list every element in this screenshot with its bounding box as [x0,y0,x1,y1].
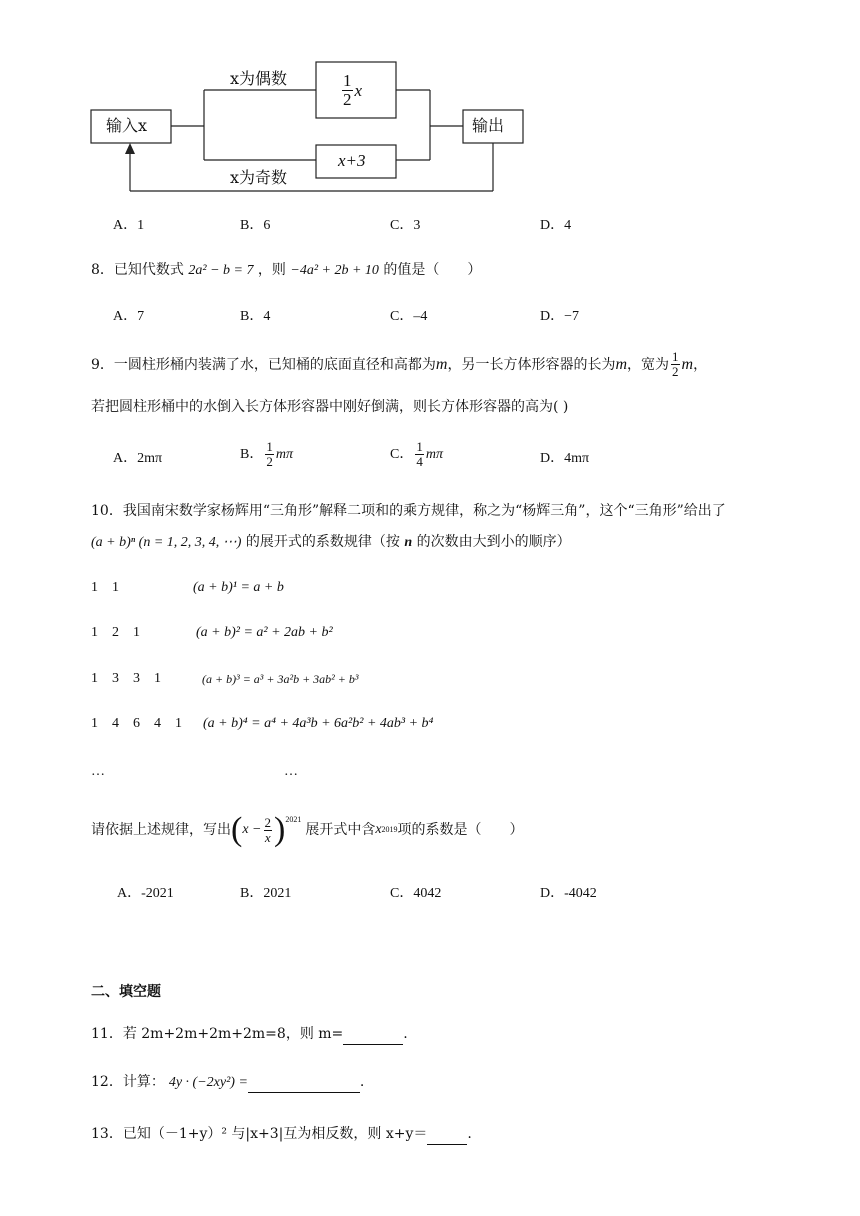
section-title: 二、填空题 [91,984,161,1000]
q10-row3-formula: (a + b)³ = a³ + 3a²b + 3ab² + b³ [202,672,359,686]
q11: 11．若 2m+2m+2m+2m=8，则 m= . [91,1024,408,1045]
q10-row4-coef: 1 4 6 4 1 [91,716,182,731]
output-label: 输出 [472,116,505,135]
q10-line2: (a + b)ⁿ (n = 1, 2, 3, 4, ⋯) 的展开式的系数规律（按 n 的次数由大到小的顺序） [91,534,571,550]
q9-line1: 9．一圆柱形桶内装满了水，已知桶的底面直径和高都为 m ，另一长方体形容器的长为 m ，宽为 $\frac{1}{2}$ m ， [91,349,708,379]
even-op-fraction: $\frac{1}{2}$ [343,71,352,109]
q10-option-b[interactable]: B．2021 [240,886,292,901]
q13: 13．已知（－1+y）² 与|x+3|互为相反数，则 x+y＝ . [91,1124,472,1145]
q10-ellipsis-left: … [91,764,105,779]
q8-option-d[interactable]: D．−7 [540,309,580,324]
q10-option-a[interactable]: A．-2021 [117,886,174,901]
q12-answer-blank[interactable] [248,1072,360,1093]
q8-option-c[interactable]: C．–4 [390,309,428,324]
feedback-arrow-head [125,143,135,154]
q10-row3-coef: 1 3 3 1 [91,671,161,686]
q9-option-a[interactable]: A．2mπ [113,451,163,466]
q10-line1: 10．我国南宋数学家杨辉用“三角形”解释二项和的乘方规律，称之为“杨辉三角”，这个“三角形”给出了 [91,503,726,519]
q8-option-b[interactable]: B．4 [240,309,271,324]
odd-op: x+3 [338,151,366,170]
q7-option-d[interactable]: D．4 [540,218,572,233]
q8-option-a[interactable]: A．7 [113,309,145,324]
odd-label: x为奇数 [230,168,288,187]
q11-answer-blank[interactable] [343,1024,403,1045]
q9-option-c[interactable]: C． $\frac{1}{4}$ mπ [390,439,443,469]
q8-expression: −4a² + 2b + 10 [290,263,379,278]
q10-row1-coef: 1 1 [91,580,119,595]
q9-half-fraction: $\frac{1}{2}$ [672,349,679,379]
q7-option-a[interactable]: A．1 [113,218,145,233]
q12: 12．计算： 4y · (−2xy²) = . [91,1072,364,1093]
q9-option-b[interactable]: B． $\frac{1}{2}$ mπ [240,439,293,469]
flowchart-lines [0,0,860,215]
q7-option-c[interactable]: C．3 [390,218,421,233]
q9-option-d[interactable]: D．4mπ [540,451,590,466]
input-label: 输入x [106,116,148,135]
q10-option-d[interactable]: D．-4042 [540,886,597,901]
q10-row1-formula: (a + b)¹ = a + b [193,580,284,595]
q10-option-c[interactable]: C．4042 [390,886,442,901]
even-op: $\frac{1}{2}$ x [343,71,363,109]
q10-row2-coef: 1 2 1 [91,625,140,640]
q8-stem: 8．已知代数式 2a² − b = 7 ，则 −4a² + 2b + 10 的值是（ ） [91,262,482,278]
q8-condition: 2a² − b = 7 [188,263,254,278]
q10-row4-formula: (a + b)⁴ = a⁴ + 4a³b + 6a²b² + 4ab³ + b⁴ [203,716,434,731]
even-label: x为偶数 [230,69,288,88]
q10-question: 请依据上述规律，写出 ( x − $\frac{2}{x}$ ) 2021 展开式中含 x 2019 项的系数是（ ） [91,811,524,848]
q10-row2-formula: (a + b)² = a² + 2ab + b² [196,625,333,640]
q10-ellipsis-right: … [284,764,298,779]
q13-answer-blank[interactable] [427,1124,467,1145]
q9-line2: 若把圆柱形桶中的水倒入长方体形容器中刚好倒满，则长方体形容器的高为( ) [91,399,569,415]
q7-option-b[interactable]: B．6 [240,218,271,233]
